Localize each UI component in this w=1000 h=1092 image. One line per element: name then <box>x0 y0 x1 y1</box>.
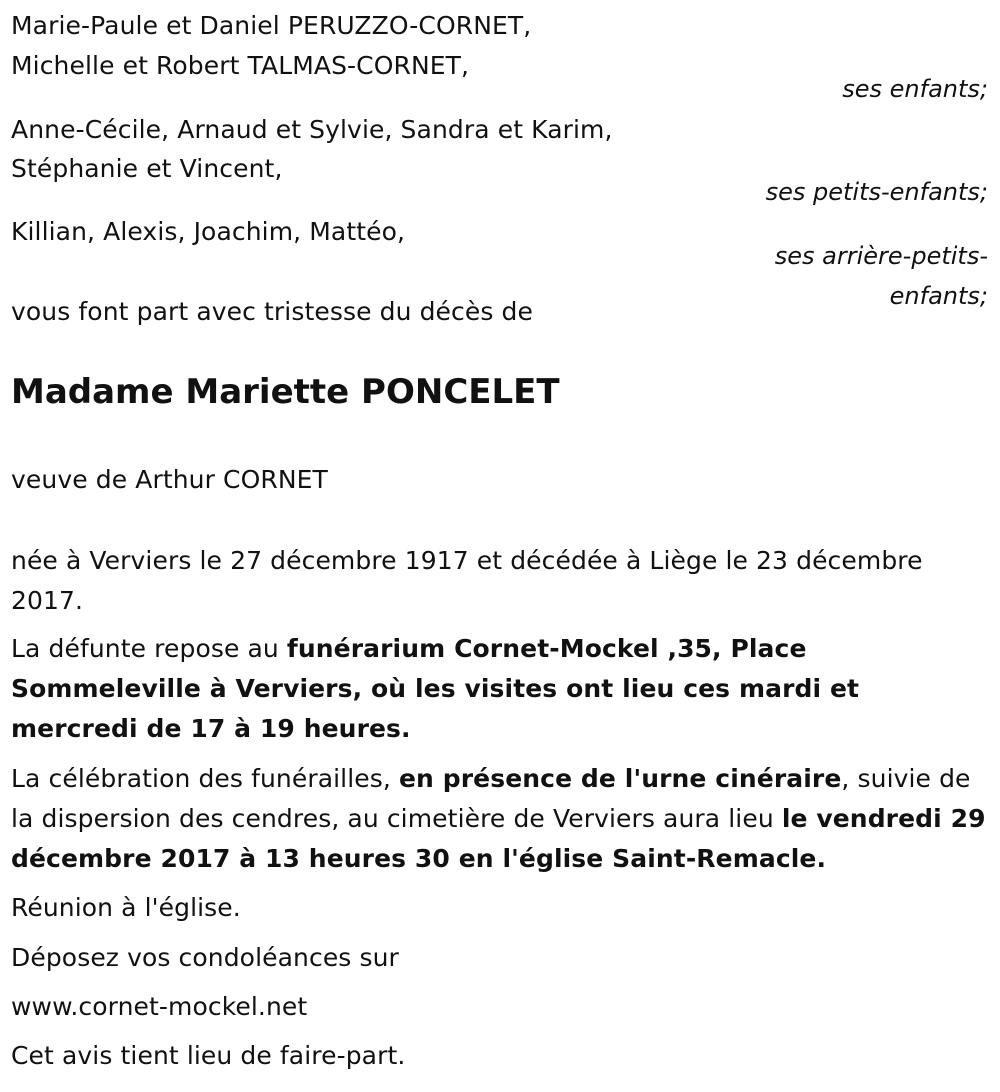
great-grandchildren-role: ses arrière-petits-enfants; <box>774 242 988 310</box>
deceased-name: Madame Mariette PONCELET <box>11 372 560 412</box>
grandchildren-role: ses petits-enfants; <box>765 178 988 206</box>
great-grandchildren-line: Killian, Alexis, Joachim, Mattéo, <box>11 217 406 246</box>
rest-prefix: La défunte repose au <box>11 634 287 663</box>
website-link[interactable]: www.cornet-mockel.net <box>11 992 308 1021</box>
ceremony-text-2: , suivie de la dispersion des cendres, au cimetière de Verviers aura lieu <box>11 764 971 833</box>
condolences-line: Déposez vos condoléances sur <box>11 943 399 972</box>
grandchildren-line-1: Anne-Cécile, Arnaud et Sylvie, Sandra et Karim, <box>11 115 613 144</box>
rest-paragraph <box>11 629 986 749</box>
children-line-2: Michelle et Robert TALMAS-CORNET, <box>11 51 470 80</box>
widow-of-line: veuve de Arthur CORNET <box>11 465 328 494</box>
ceremony-paragraph <box>11 759 986 879</box>
rest-location: funérarium Cornet-Mockel ,35, Place Sommeleville à Verviers, où les visites ont lieu ces mardi et mercredi de 17 à 19 heures. <box>11 634 860 743</box>
notice-line: Cet avis tient lieu de faire-part. <box>11 1041 406 1070</box>
ceremony-urn: en présence de l'urne cinéraire <box>398 764 842 793</box>
birth-death-paragraph: née à Verviers le 27 décembre 1917 et décédée à Liège le 23 décembre 2017. <box>11 546 923 615</box>
ceremony-text-1: La célébration des funérailles, <box>11 764 399 793</box>
ceremony-date-place: le vendredi 29 décembre 2017 à 13 heures 30 en l'église Saint-Remacle. <box>11 804 986 873</box>
grandchildren-line-2: Stéphanie et Vincent, <box>11 154 283 183</box>
children-line-1: Marie-Paule et Daniel PERUZZO-CORNET, <box>11 11 532 40</box>
meeting-line: Réunion à l'église. <box>11 893 241 922</box>
announcement-line: vous font part avec tristesse du décès de <box>11 297 533 326</box>
children-role: ses enfants; <box>842 75 988 103</box>
